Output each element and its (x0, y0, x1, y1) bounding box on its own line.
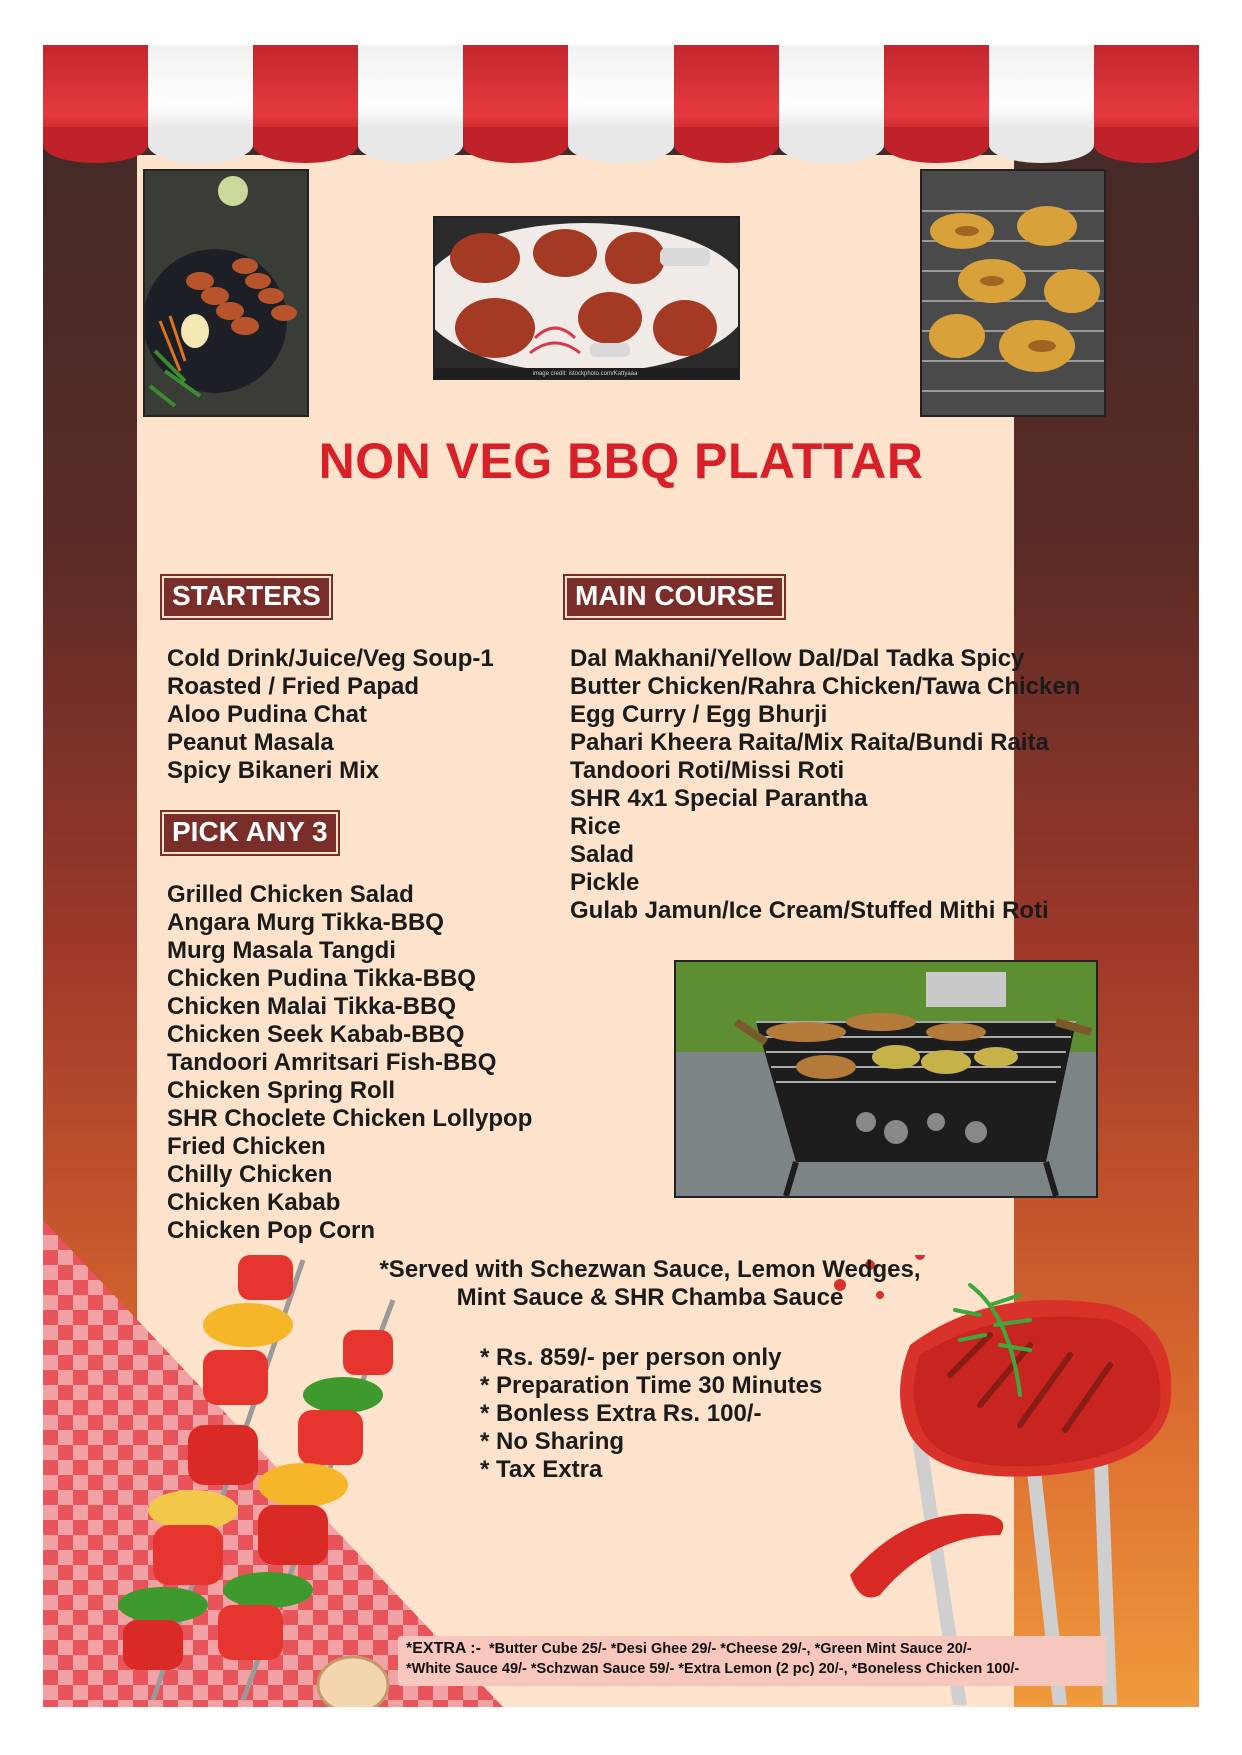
note-item: * Rs. 859/- per person only (480, 1344, 782, 1371)
list-item: Chicken Kabab (167, 1189, 341, 1216)
starters-label: STARTERS (162, 576, 331, 618)
price-notes (480, 1344, 822, 1484)
list-item: SHR Choclete Chicken Lollypop (167, 1105, 533, 1132)
note-item: * No Sharing (480, 1428, 625, 1455)
main-course-label: MAIN COURSE (565, 576, 784, 618)
list-item: Chicken Malai Tikka-BBQ (167, 993, 456, 1020)
note-item: * Bonless Extra Rs. 100/- (480, 1400, 762, 1427)
list-item: Rice (570, 813, 621, 840)
list-item: Roasted / Fried Papad (167, 673, 420, 700)
list-item: SHR 4x1 Special Parantha (570, 785, 868, 812)
list-item: Chicken Pop Corn (167, 1217, 376, 1244)
list-item: Butter Chicken/Rahra Chicken/Tawa Chicken (570, 673, 1081, 700)
list-item: Chicken Spring Roll (167, 1077, 396, 1104)
list-item: Pahari Kheera Raita/Mix Raita/Bundi Raita (570, 729, 1049, 756)
photo-grilled-chicken (920, 169, 1106, 417)
list-item: Grilled Chicken Salad (167, 881, 414, 908)
note-item: * Preparation Time 30 Minutes (480, 1372, 823, 1399)
list-item: Fried Chicken (167, 1133, 326, 1160)
list-item: Tandoori Amritsari Fish-BBQ (167, 1049, 497, 1076)
list-item: Dal Makhani/Yellow Dal/Dal Tadka Spicy (570, 645, 1025, 672)
photo-kebab-skewers (143, 169, 309, 417)
main-course-list (570, 645, 1080, 925)
list-item: Cold Drink/Juice/Veg Soup-1 (167, 645, 494, 672)
list-item: Angara Murg Tikka-BBQ (167, 909, 444, 936)
starters-list (167, 645, 494, 785)
pick-list (167, 881, 532, 1245)
served-with-note (340, 1256, 960, 1312)
photo-bbq-grill (674, 960, 1098, 1198)
list-item: Chilly Chicken (167, 1161, 333, 1188)
list-item: Spicy Bikaneri Mix (167, 757, 380, 784)
list-item: Tandoori Roti/Missi Roti (570, 757, 845, 784)
extra-label: *EXTRA :- (406, 1640, 481, 1657)
served-line-1: *Served with Schezwan Sauce, Lemon Wedges, (379, 1256, 921, 1283)
extra-text-1: *Butter Cube 25/- *Desi Ghee 29/- *Cheese 29/-, *Green Mint Sauce 20/- (489, 1641, 972, 1657)
extra-line-1 (406, 1640, 972, 1658)
pick-label: PICK ANY 3 (162, 812, 338, 854)
list-item: Salad (570, 841, 635, 868)
list-item: Peanut Masala (167, 729, 334, 756)
list-item: Chicken Seek Kabab-BBQ (167, 1021, 465, 1048)
menu-title: NON VEG BBQ PLATTAR (318, 433, 924, 489)
list-item: Egg Curry / Egg Bhurji (570, 701, 828, 728)
extra-line-2: *White Sauce 49/- *Schzwan Sauce 59/- *Extra Lemon (2 pc) 20/-, *Boneless Chicken 100/- (406, 1661, 1020, 1677)
list-item: Pickle (570, 869, 640, 896)
list-item: Chicken Pudina Tikka-BBQ (167, 965, 476, 992)
list-item: Gulab Jamun/Ice Cream/Stuffed Mithi Roti (570, 897, 1049, 924)
served-line-2: Mint Sauce & SHR Chamba Sauce (456, 1284, 844, 1311)
photo-credit: image credit: istockphoto.com/Kattyaaa (532, 371, 638, 377)
awning (43, 45, 1199, 165)
note-item: * Tax Extra (480, 1456, 603, 1483)
photo-tandoori-platter (433, 216, 740, 380)
list-item: Aloo Pudina Chat (167, 701, 367, 728)
list-item: Murg Masala Tangdi (167, 937, 396, 964)
